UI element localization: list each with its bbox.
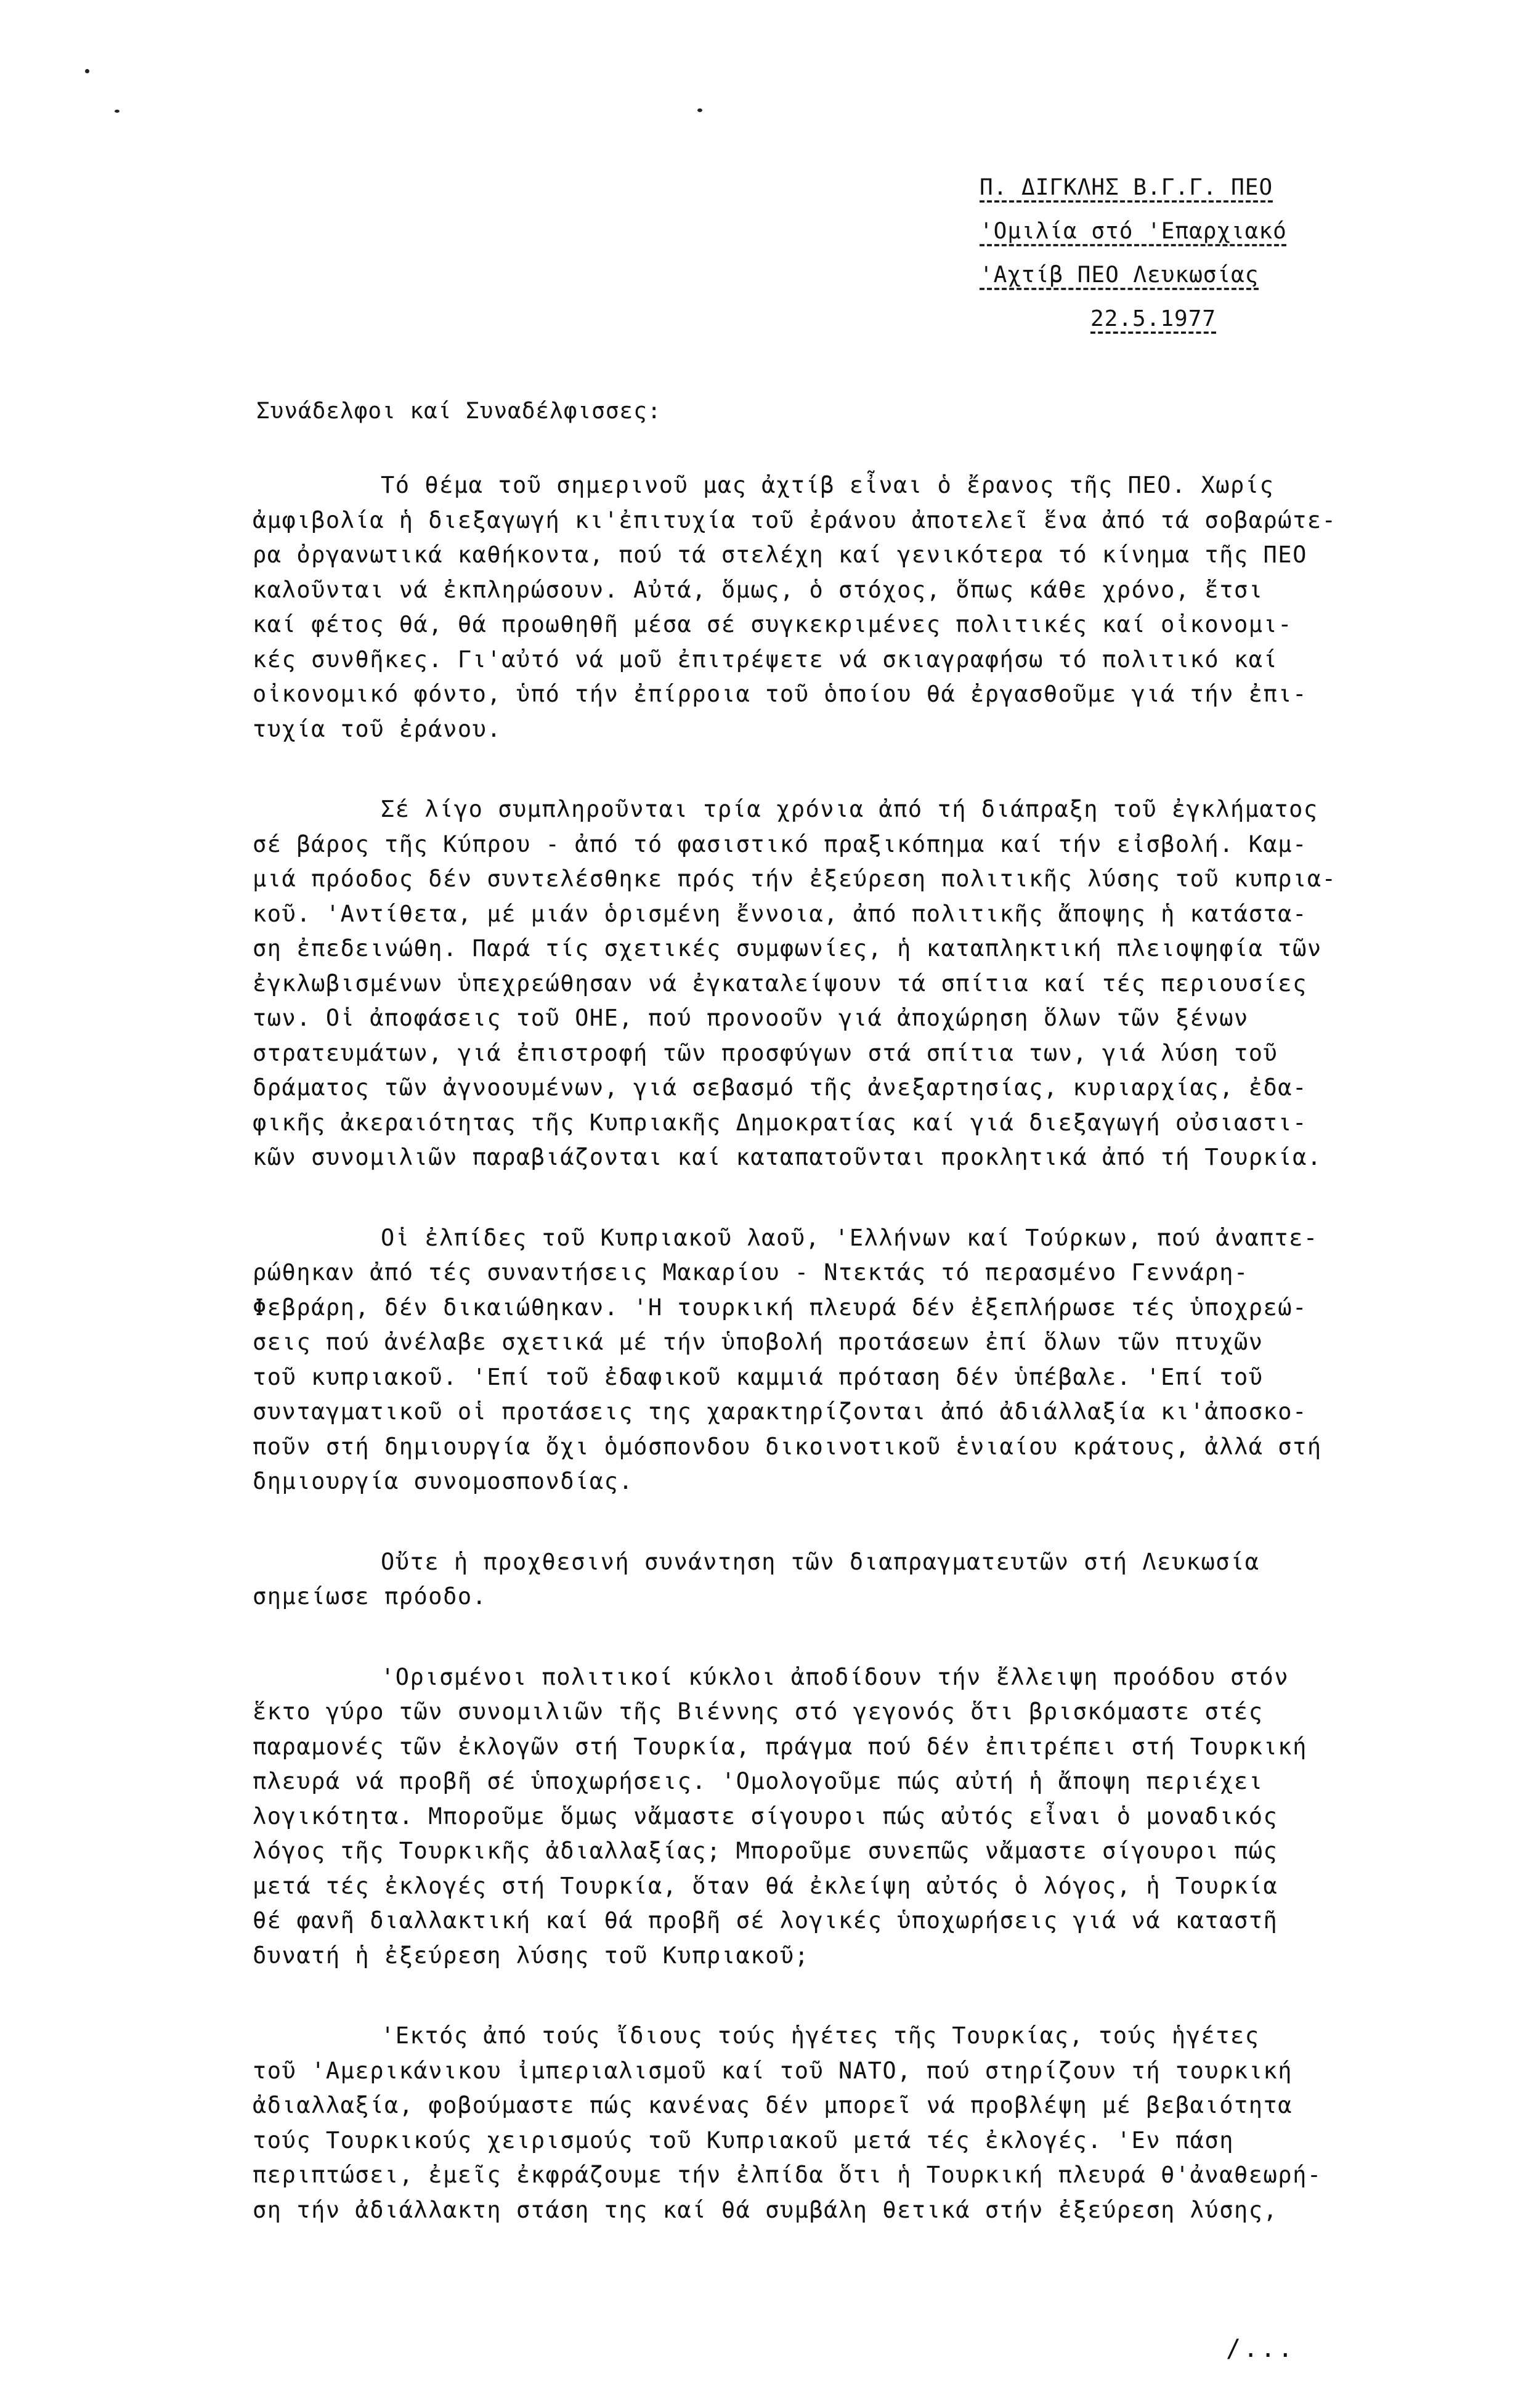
text-line: ρα ὀργανωτικά καθήκοντα, πού τά στελέχη καί γενικότερα τό κίνημα τῆς ΠΕΟ xyxy=(253,541,1307,568)
body-text xyxy=(253,468,1380,2273)
text-line: σημείωσε πρόοδο. xyxy=(253,1583,487,1610)
scan-speck xyxy=(85,69,89,73)
paragraph xyxy=(253,792,1380,1175)
text-line: τοῦ 'Αμερικάνικου ἰμπεριαλισμοῦ καί τοῦ ΝΑΤΟ, πού στηρίζουν τή τουρκική xyxy=(253,2057,1293,2084)
header-speech: 'Ομιλία στό 'Επαρχιακό xyxy=(980,219,1287,244)
text-line: πλευρά νά προβῆ σέ ὑποχωρήσεις. 'Ομολογοῦμε πώς αὐτή ἡ ἄποψη περιέχει xyxy=(253,1768,1264,1794)
text-line: στρατευμάτων, γιά ἐπιστροφή τῶν προσφύγων στά σπίτια των, γιά λύση τοῦ xyxy=(253,1039,1278,1066)
text-line: τοῦ κυπριακοῦ. 'Επί τοῦ ἐδαφικοῦ καμμιά πρόταση δέν ὑπέβαλε. 'Επί τοῦ xyxy=(253,1363,1264,1390)
text-line: λόγος τῆς Τουρκικῆς ἀδιαλλαξίας; Μποροῦμε συνεπῶς νἄμαστε σίγουροι πώς xyxy=(253,1838,1278,1864)
paragraph xyxy=(253,1221,1380,1499)
text-line: θέ φανῆ διαλλακτική καί θά προβῆ σέ λογικές ὑποχωρήσεις γιά νά καταστῆ xyxy=(253,1907,1278,1934)
text-line: σέ βάρος τῆς Κύπρου - ἀπό τό φασιστικό πραξικόπημα καί τήν εἰσβολή. Καμ- xyxy=(253,830,1307,857)
text-line: δυνατή ἡ ἐξεύρεση λύσης τοῦ Κυπριακοῦ; xyxy=(253,1942,810,1969)
header-author: Π. ΔΙΓΚΛΗΣ Β.Γ.Γ. ΠΕΟ xyxy=(980,175,1273,200)
paragraph xyxy=(253,1660,1380,1974)
text-line: μετά τές ἐκλογές στή Τουρκία, ὅταν θά ἐκλείψη αὐτός ὁ λόγος, ἡ Τουρκία xyxy=(253,1872,1278,1899)
text-line: περιπτώσει, ἐμεῖς ἐκφράζουμε τήν ἐλπίδα ὅτι ἡ Τουρκική πλευρά θ'ἀναθεωρή- xyxy=(253,2162,1322,2188)
text-line: συνταγματικοῦ οἱ προτάσεις της χαρακτηρίζονται ἀπό ἀδιάλλαξία κι'ἀποσκο- xyxy=(253,1398,1307,1425)
text-line: ἐγκλωβισμένων ὑπεχρεώθησαν νά ἐγκαταλείψουν τά σπίτια καί τές περιουσίες xyxy=(253,970,1307,997)
salutation: Συνάδελφοι καί Συναδέλφισσες: xyxy=(256,399,662,424)
paragraph xyxy=(253,468,1380,747)
text-line: οἰκονομικό φόντο, ὑπό τήν ἐπίρροια τοῦ ὁποίου θά ἐργασθοῦμε γιά τήν ἐπι- xyxy=(253,681,1307,707)
text-line: ση ἐπεδεινώθη. Παρά τίς σχετικές συμφωνίες, ἡ καταπληκτική πλειοψηφία τῶν xyxy=(253,935,1322,962)
text-line: κῶν συνομιλιῶν παραβιάζονται καί καταπατοῦνται προκλητικά ἀπό τή Τουρκία. xyxy=(253,1144,1322,1170)
text-line: Τό θέμα τοῦ σημερινοῦ μας ἀχτίβ εἶναι ὁ ἔρανος τῆς ΠΕΟ. Χωρίς xyxy=(381,472,1275,498)
text-line: σεις πού ἀνέλαβε σχετικά μέ τήν ὑποβολή προτάσεων ἐπί ὅλων τῶν πτυχῶν xyxy=(253,1329,1264,1355)
text-line: καί φέτος θά, θά προωθηθῆ μέσα σέ συγκεκριμένες πολιτικές καί οἰκονομι- xyxy=(253,611,1293,638)
text-line: τούς Τουρκικούς χειρισμούς τοῦ Κυπριακοῦ μετά τές ἐκλογές. 'Εν πάση xyxy=(253,2126,1234,2154)
text-line: λογικότητα. Μποροῦμε ὅμως νἄμαστε σίγουροι πώς αὐτός εἶναι ὁ μοναδικός xyxy=(253,1802,1278,1830)
text-line: Οἱ ἐλπίδες τοῦ Κυπριακοῦ λαοῦ, 'Ελλήνων καί Τούρκων, πού ἀναπτε- xyxy=(381,1224,1318,1251)
text-line: ρώθηκαν ἀπό τές συναντήσεις Μακαρίου - Ντεκτάς τό περασμένο Γεννάρη- xyxy=(253,1259,1249,1286)
scan-speck xyxy=(115,110,120,113)
header-event: 'Αχτίβ ΠΕΟ Λευκωσίας xyxy=(980,262,1259,288)
text-line: 'Εκτός ἀπό τούς ἴδιους τούς ἡγέτες τῆς Τουρκίας, τούς ἡγέτες xyxy=(381,2022,1260,2049)
text-line: Σέ λίγο συμπληροῦνται τρία χρόνια ἀπό τή διάπραξη τοῦ ἐγκλήματος xyxy=(381,796,1318,822)
text-line: κοῦ. 'Αντίθετα, μέ μιάν ὁρισμένη ἔννοια, ἀπό πολιτικῆς ἄποψης ἡ κατάστα- xyxy=(253,900,1307,927)
text-line: ἀμφιβολία ἡ διεξαγωγή κι'ἐπιτυχία τοῦ ἐράνου ἀποτελεῖ ἕνα ἀπό τά σοβαρώτε- xyxy=(253,506,1337,533)
text-line: κές συνθῆκες. Γι'αὐτό νά μοῦ ἐπιτρέψετε νά σκιαγραφήσω τό πολιτικό καί xyxy=(253,646,1278,673)
document-header xyxy=(980,176,1349,351)
text-line: καλοῦνται νά ἐκπληρώσουν. Αὐτά, ὅμως, ὁ στόχος, ὅπως κάθε χρόνο, ἔτσι xyxy=(253,576,1264,603)
text-line: ἀδιαλλαξία, φοβούμαστε πώς κανένας δέν μπορεῖ νά προβλέψη μέ βεβαιότητα xyxy=(253,2092,1293,2118)
paragraph xyxy=(253,1545,1380,1615)
paragraph xyxy=(253,2019,1380,2228)
text-line: φικῆς ἀκεραιότητας τῆς Κυπριακῆς Δημοκρατίας καί γιά διεξαγωγή οὐσιαστι- xyxy=(253,1109,1307,1136)
text-line: παραμονές τῶν ἐκλογῶν στή Τουρκία, πράγμα πού δέν ἐπιτρέπει στή Τουρκική xyxy=(253,1733,1307,1760)
text-line: δημιουργία συνομοσπονδίας. xyxy=(253,1468,634,1494)
text-line: Φεβράρη, δέν δικαιώθηκαν. 'Η τουρκική πλευρά δέν ἐξεπλήρωσε τές ὑποχρεώ- xyxy=(253,1294,1307,1321)
scan-speck xyxy=(697,108,702,112)
text-line: των. Οἱ ἀποφάσεις τοῦ ΟΗΕ, πού προνοοῦν γιά ἀποχώρηση ὅλων τῶν ξένων xyxy=(253,1005,1249,1031)
text-line: δράματος τῶν ἀγνοουμένων, γιά σεβασμό τῆς ἀνεξαρτησίας, κυριαρχίας, ἐδα- xyxy=(253,1074,1307,1101)
text-line: ση τήν ἀδιάλλακτη στάση της καί θά συμβάλη θετικά στήν ἐξεύρεση λύσης, xyxy=(253,2196,1278,2223)
text-line: 'Ορισμένοι πολιτικοί κύκλοι ἀποδίδουν τήν ἔλλειψη προόδου στόν xyxy=(381,1663,1289,1690)
header-date: 22.5.1977 xyxy=(1090,306,1217,331)
text-line: Οὔτε ἡ προχθεσινή συνάντηση τῶν διαπραγματευτῶν στή Λευκωσία xyxy=(381,1548,1260,1575)
text-line: ἕκτο γύρο τῶν συνομιλιῶν τῆς Βιέννης στό γεγονός ὅτι βρισκόμαστε στές xyxy=(253,1698,1264,1725)
continuation-mark: /... xyxy=(1226,2335,1296,2363)
text-line: τυχία τοῦ ἐράνου. xyxy=(253,715,502,742)
text-line: μιά πρόοδος δέν συντελέσθηκε πρός τήν ἐξεύρεση πολιτικῆς λύσης τοῦ κυπρια- xyxy=(253,866,1337,892)
text-line: ποῦν στή δημιουργία ὄχι ὁμόσπονδου δικοινοτικοῦ ἑνιαίου κράτους, ἀλλά στή xyxy=(253,1433,1322,1460)
